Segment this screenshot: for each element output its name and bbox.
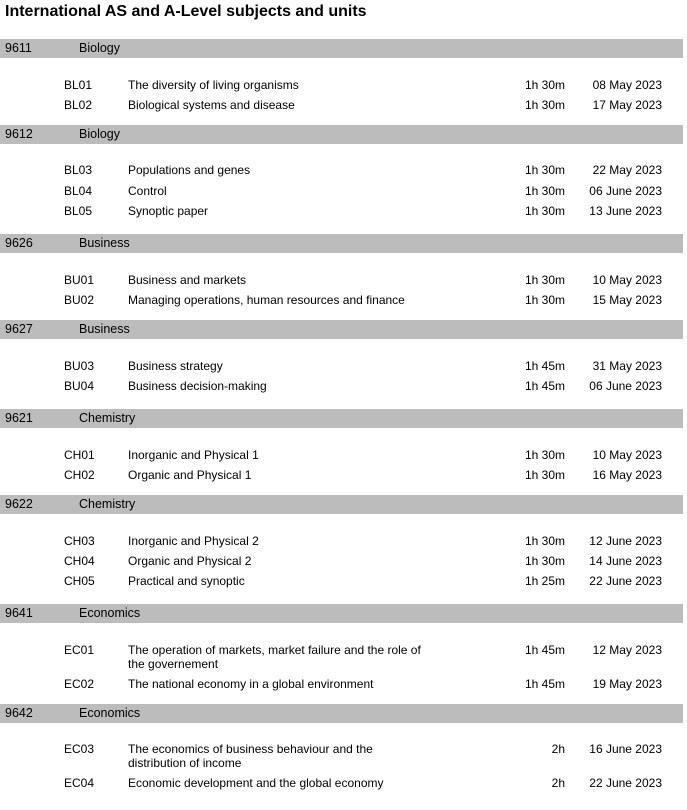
unit-title: The diversity of living organisms [128, 78, 299, 92]
unit-date: 15 May 2023 [592, 293, 662, 307]
unit-title: Inorganic and Physical 1 [128, 448, 259, 462]
unit-date: 12 June 2023 [589, 534, 662, 548]
unit-duration: 1h 30m [524, 78, 565, 92]
subject-header [0, 320, 683, 339]
subject-code: 9626 [5, 236, 33, 250]
subject-name: Biology [79, 127, 120, 141]
unit-code: CH04 [64, 554, 95, 568]
subject-header [0, 125, 683, 144]
unit-code: EC02 [64, 677, 95, 691]
page-title: International AS and A-Level subjects and units [5, 3, 367, 20]
unit-title: Business and markets [128, 273, 247, 287]
subject-code: 9621 [5, 411, 33, 425]
subject-name: Biology [79, 41, 120, 55]
unit-date: 14 June 2023 [589, 554, 662, 568]
unit-duration: 1h 45m [524, 677, 565, 691]
unit-duration: 1h 30m [524, 163, 565, 177]
unit-duration: 1h 30m [524, 273, 565, 287]
unit-code: BU04 [64, 379, 95, 393]
unit-date: 22 June 2023 [589, 776, 662, 790]
unit-date: 10 May 2023 [592, 273, 662, 287]
unit-code: BL05 [64, 204, 93, 218]
unit-title: Economic development and the global economy [128, 776, 384, 790]
unit-date: 16 May 2023 [592, 468, 662, 482]
unit-code: EC03 [64, 742, 95, 756]
unit-code: BL01 [64, 78, 93, 92]
unit-code: CH05 [64, 574, 95, 588]
unit-date: 12 May 2023 [592, 643, 662, 657]
unit-title: Managing operations, human resources and finance [128, 293, 405, 307]
unit-title: Organic and Physical 1 [128, 468, 252, 482]
subject-header [0, 495, 683, 514]
unit-code: EC01 [64, 643, 95, 657]
unit-duration: 1h 25m [524, 574, 565, 588]
unit-code: CH02 [64, 468, 95, 482]
subject-name: Chemistry [79, 497, 136, 511]
unit-date: 31 May 2023 [592, 359, 662, 373]
unit-date: 13 June 2023 [589, 204, 662, 218]
subject-code: 9641 [5, 606, 33, 620]
unit-date: 22 June 2023 [589, 574, 662, 588]
subject-header [0, 704, 683, 723]
unit-title: Practical and synoptic [128, 574, 245, 588]
unit-duration: 1h 30m [524, 554, 565, 568]
unit-title: Business decision-making [128, 379, 267, 393]
unit-title: Synoptic paper [128, 204, 209, 218]
unit-title: Biological systems and disease [128, 98, 295, 112]
unit-duration: 1h 45m [524, 379, 565, 393]
unit-date: 06 June 2023 [589, 184, 662, 198]
unit-duration: 1h 30m [524, 184, 565, 198]
unit-code: EC04 [64, 776, 95, 790]
unit-code: BU01 [64, 273, 95, 287]
unit-duration: 1h 30m [524, 448, 565, 462]
unit-code: BL03 [64, 163, 93, 177]
unit-date: 17 May 2023 [592, 98, 662, 112]
unit-title: The operation of markets, market failure and the role of the governement [128, 643, 421, 671]
unit-duration: 2h [551, 776, 565, 790]
unit-title: Inorganic and Physical 2 [128, 534, 259, 548]
subject-code: 9627 [5, 322, 33, 336]
unit-title: The national economy in a global environment [128, 677, 374, 691]
subject-code: 9611 [5, 41, 32, 55]
unit-date: 08 May 2023 [592, 78, 662, 92]
subject-code: 9622 [5, 497, 33, 511]
unit-code: CH03 [64, 534, 95, 548]
subject-header [0, 604, 683, 623]
unit-duration: 1h 30m [524, 204, 565, 218]
unit-date: 10 May 2023 [592, 448, 662, 462]
unit-code: CH01 [64, 448, 95, 462]
unit-duration: 1h 30m [524, 293, 565, 307]
unit-title: Control [128, 184, 167, 198]
unit-date: 22 May 2023 [592, 163, 662, 177]
subject-name: Chemistry [79, 411, 136, 425]
subject-name: Economics [79, 706, 141, 720]
unit-title: Business strategy [128, 359, 223, 373]
unit-duration: 1h 30m [524, 98, 565, 112]
unit-code: BU03 [64, 359, 95, 373]
subject-code: 9642 [5, 706, 33, 720]
unit-code: BL02 [64, 98, 93, 112]
subject-header [0, 39, 683, 58]
subject-header [0, 234, 683, 253]
unit-duration: 1h 45m [524, 643, 565, 657]
unit-date: 19 May 2023 [592, 677, 662, 691]
subject-name: Business [79, 236, 130, 250]
unit-date: 16 June 2023 [589, 742, 662, 756]
unit-duration: 1h 30m [524, 534, 565, 548]
unit-duration: 1h 30m [524, 468, 565, 482]
unit-title: Organic and Physical 2 [128, 554, 252, 568]
unit-date: 06 June 2023 [589, 379, 662, 393]
unit-title: The economics of business behaviour and the distribution of income [128, 742, 373, 770]
subject-name: Business [79, 322, 130, 336]
unit-duration: 1h 45m [524, 359, 565, 373]
unit-code: BU02 [64, 293, 95, 307]
subject-code: 9612 [5, 127, 33, 141]
unit-code: BL04 [64, 184, 93, 198]
unit-title: Populations and genes [128, 163, 251, 177]
unit-duration: 2h [551, 742, 565, 756]
subject-name: Economics [79, 606, 141, 620]
subject-header [0, 409, 683, 428]
